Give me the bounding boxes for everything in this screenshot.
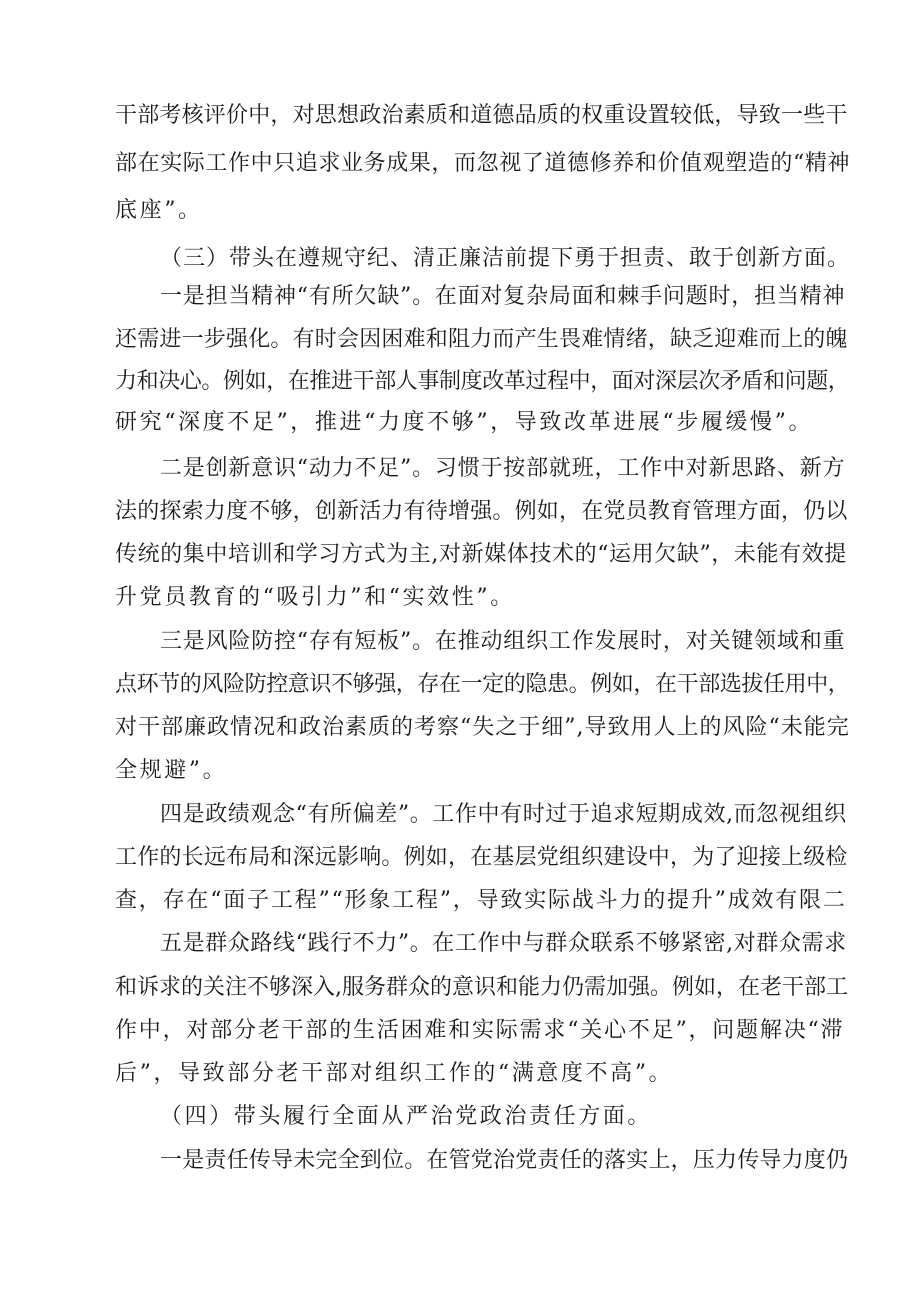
text-line: 一是担当精神“有所欠缺”。在面对复杂局面和棘手问题时，担当精神: [160, 284, 846, 309]
text-line: 升党员教育的“吸引力”和“实效性”。: [115, 585, 515, 610]
text-line: 对干部廉政情况和政治素质的考察“失之于细”,导致用人上的风险“未能完: [115, 715, 850, 740]
text-line: 点环节的风险防控意识不够强，存在一定的隐患。例如，在干部选拔任用中，: [115, 672, 850, 697]
text-line: 和诉求的关注不够深入,服务群众的意识和能力仍需加强。例如，在老干部工: [115, 975, 848, 1000]
text-line: 三是风险防控“存有短板”。在推动组织工作发展时，对关键领域和重: [160, 629, 846, 654]
text-line: 四是政绩观念“有所偏差”。工作中有时过于追求短期成效,而忽视组织: [160, 802, 847, 827]
text-line: 后”，导致部分老干部对组织工作的“满意度不高”。: [115, 1061, 674, 1086]
text-line: 传统的集中培训和学习方式为主,对新媒体技术的“运用欠缺”，未能有效提: [115, 542, 847, 567]
text-line: 全规避”。: [115, 758, 228, 783]
text-line: 干部考核评价中，对思想政治素质和道德品质的权重设置较低，导致一些干: [115, 103, 848, 128]
text-line: 工作的长远布局和深远影响。例如，在基层党组织建设中，为了迎接上级检: [115, 845, 848, 870]
text-line: 还需进一步强化。有时会因困难和阻力而产生畏难情绪，缺乏迎难而上的魄: [115, 327, 848, 352]
text-line: 法的探索力度不够，创新活力有待增强。例如，在党员教育管理方面，仍以: [115, 499, 848, 524]
text-line: 一是责任传导未完全到位。在管党治党责任的落实上，压力传导力度仍: [160, 1148, 849, 1173]
text-line: 研究“深度不足”，推进“力度不够”，导致改革进展“步履缓慢”。: [115, 410, 814, 435]
section-heading: （三）带头在遵规守纪、清正廉洁前提下勇于担责、敢于创新方面。: [160, 246, 851, 271]
section-heading: （四）带头履行全面从严治党政治责任方面。: [160, 1104, 653, 1129]
text-line: 二是创新意识“动力不足”。习惯于按部就班，工作中对新思路、新方: [160, 456, 846, 481]
text-line: 作中，对部分老干部的生活困难和实际需求“关心不足”，问题解决“滞: [115, 1018, 845, 1043]
text-line: 五是群众路线“践行不力”。在工作中与群众联系不够紧密,对群众需求: [160, 931, 847, 956]
text-line: 部在实际工作中只追求业务成果，而忽视了道德修养和价值观塑造的“精神: [115, 151, 851, 176]
text-line: 底座”。: [115, 198, 203, 223]
text-line: 查，存在“面子工程”“形象工程”，导致实际战斗力的提升”成效有限二: [115, 888, 847, 913]
text-line: 力和决心。例如，在推进干部人事制度改革过程中，面对深层次矛盾和问题，: [115, 369, 850, 394]
